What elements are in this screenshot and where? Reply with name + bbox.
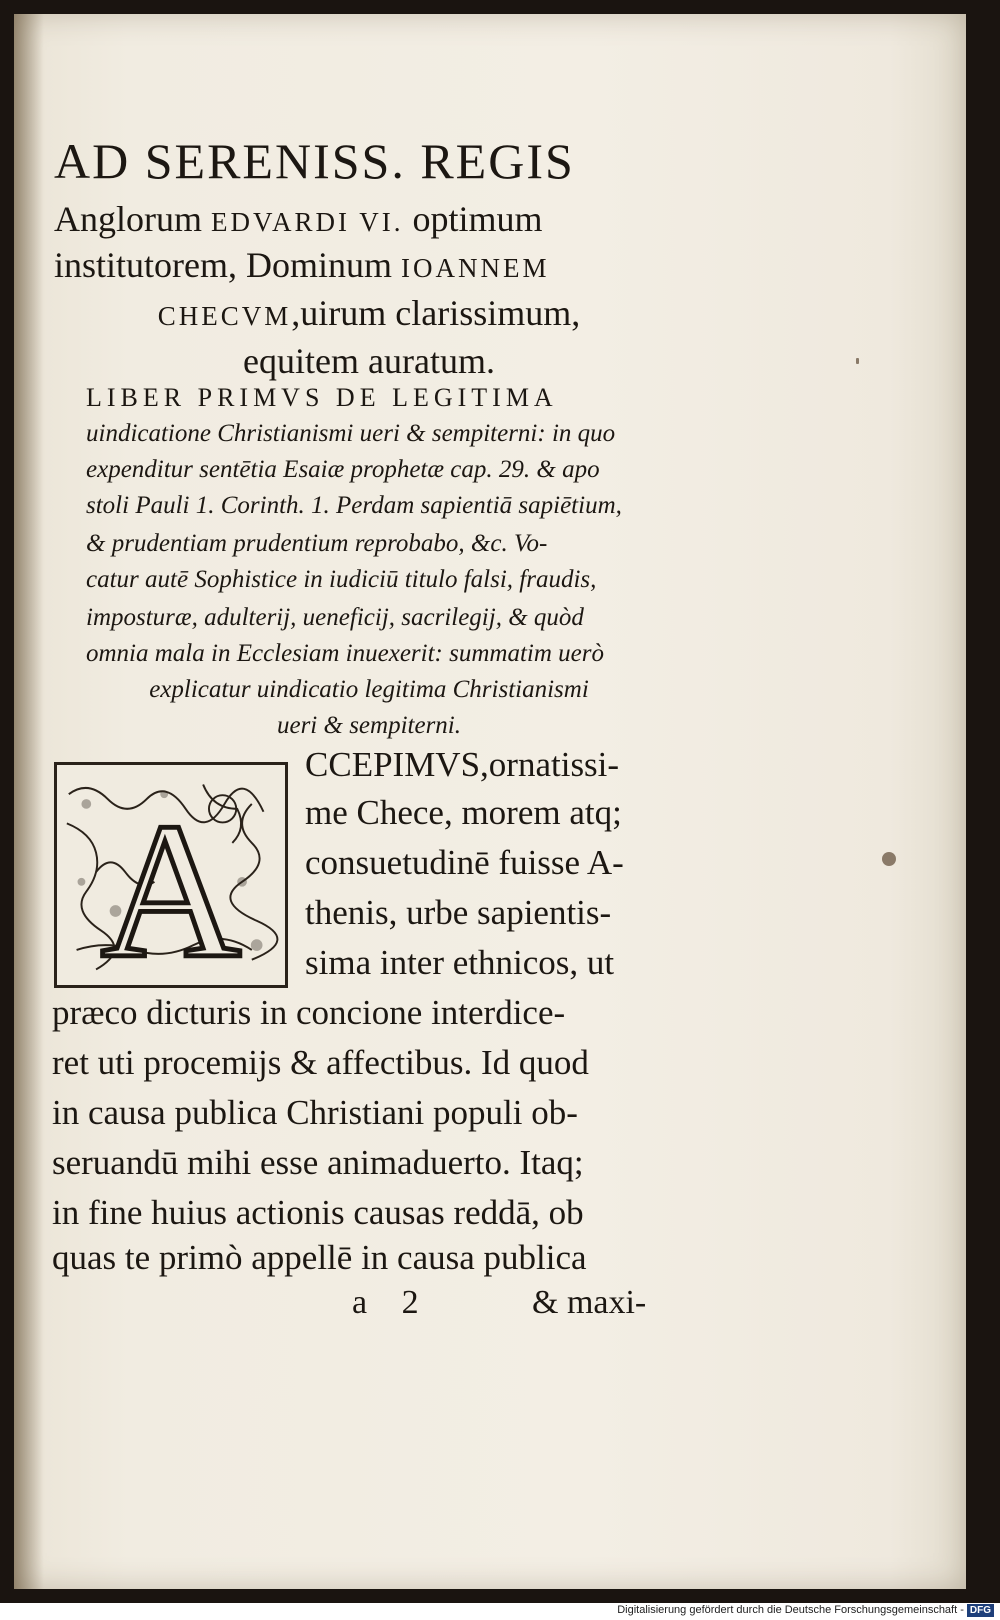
- body-line: me Chece, morem atq;: [305, 793, 622, 832]
- title-line-2-name: EDVARDI VI.: [211, 207, 404, 237]
- title-line-4: [54, 292, 684, 334]
- signature-mark: a 2: [352, 1284, 419, 1321]
- title-line-3-name: IOANNEM: [401, 253, 550, 283]
- body-line: in fine huius actionis causas reddā, ob: [52, 1193, 584, 1232]
- title-line-4-b: ,uirum clarissimum,: [291, 293, 581, 333]
- body-line: seruandū mihi esse animaduerto. Itaq;: [52, 1143, 584, 1182]
- paper-stain: [882, 852, 896, 866]
- body-line: ret uti procemijs & affectibus. Id quod: [52, 1043, 589, 1082]
- subtitle-line: explicatur uindicatio legitima Christianismi: [149, 676, 589, 703]
- decorated-initial: [54, 762, 288, 988]
- title-line-2-a: Anglorum: [54, 199, 211, 239]
- title-line-5: equitem auratum.: [243, 341, 495, 381]
- woodcut-initial-icon: [57, 765, 285, 985]
- body-line: sima inter ethnicos, ut: [305, 943, 615, 982]
- subtitle-line: stoli Pauli 1. Corinth. 1. Perdam sapientiā sapiētium,: [86, 492, 622, 519]
- catchword: & maxi-: [532, 1284, 647, 1321]
- subtitle-line: imposturæ, adulterij, ueneficij, sacrilegij, & quòd: [86, 604, 584, 631]
- title-line-3-a: institutorem, Dominum: [54, 245, 401, 285]
- subtitle-line: omnia mala in Ecclesiam inuexerit: summatim uerò: [86, 640, 604, 667]
- subtitle-line: catur autē Sophistice in iudiciū titulo falsi, fraudis,: [86, 566, 597, 593]
- body-line: thenis, urbe sapientis-: [305, 893, 612, 932]
- subtitle-line: uindicatione Christianismi ueri & sempiterni: in quo: [86, 420, 616, 447]
- title-line-2: [54, 198, 684, 240]
- title-line-2-c: optimum: [403, 199, 543, 239]
- body-line: quas te primò appellē in causa publica: [52, 1238, 587, 1277]
- subtitle-line: & prudentiam prudentium reprobabo, &c. Vo-: [86, 530, 548, 557]
- body-line: præco dicturis in concione interdice-: [52, 993, 566, 1032]
- initial-letter: A: [100, 783, 242, 985]
- body-line: in causa publica Christiani populi ob-: [52, 1093, 578, 1132]
- body-line: consuetudinē fuisse A-: [305, 843, 624, 882]
- subtitle-line: expenditur sentētia Esaiæ prophetæ cap. 29. & apo: [86, 456, 600, 483]
- body-line: CCEPIMVS,ornatissi-: [305, 745, 620, 784]
- title-line-3: [54, 244, 684, 286]
- digitization-footer: [617, 1602, 994, 1618]
- subtitle-line: ueri & sempiterni.: [276, 712, 461, 739]
- footer-text: Digitalisierung gefördert durch die Deutsche Forschungsgemeinschaft -: [617, 1604, 964, 1616]
- dfg-logo: DFG: [967, 1604, 994, 1617]
- page-gutter: [14, 14, 44, 1589]
- paper-mark: [856, 358, 859, 364]
- book-heading: LIBER PRIMVS DE LEGITIMA: [86, 383, 558, 412]
- title-line-4-name: CHECVM: [157, 301, 292, 331]
- title-line-1: AD SERENISS. REGIS: [54, 133, 575, 189]
